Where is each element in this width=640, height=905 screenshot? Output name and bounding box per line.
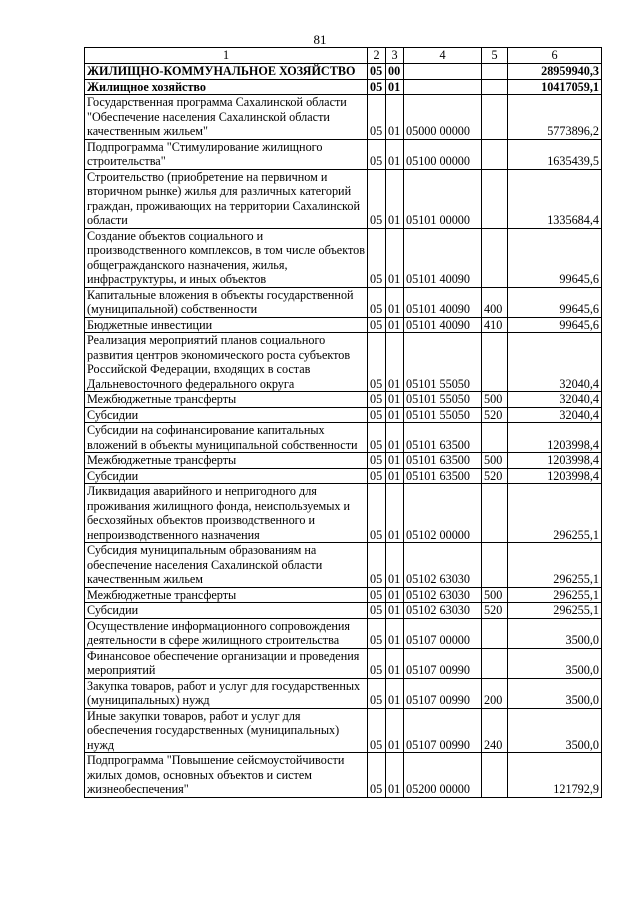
row-target-code: 05101 63500: [404, 468, 482, 484]
row-subsection: 01: [386, 618, 404, 648]
row-expense-type: [482, 139, 508, 169]
row-amount: 1203998,4: [508, 453, 602, 469]
row-expense-type: 240: [482, 708, 508, 753]
row-amount: 32040,4: [508, 333, 602, 392]
row-target-code: 05102 63030: [404, 603, 482, 619]
row-target-code: 05101 40090: [404, 317, 482, 333]
row-target-code: 05101 55050: [404, 392, 482, 408]
row-name: Межбюджетные трансферты: [85, 587, 368, 603]
row-subsection: 01: [386, 484, 404, 543]
row-target-code: 05107 00990: [404, 678, 482, 708]
row-amount: 296255,1: [508, 587, 602, 603]
row-amount: 1635439,5: [508, 139, 602, 169]
row-amount: 1203998,4: [508, 423, 602, 453]
row-amount: 3500,0: [508, 648, 602, 678]
row-amount: 3500,0: [508, 618, 602, 648]
table-row: [85, 407, 602, 423]
table-row: [85, 95, 602, 140]
row-section: 05: [368, 753, 386, 798]
table-row: [85, 392, 602, 408]
row-name: Субсидии на софинансирование капитальных вложений в объекты муниципальной собственности: [85, 423, 368, 453]
row-name: Субсидии: [85, 603, 368, 619]
row-amount: 32040,4: [508, 407, 602, 423]
row-section: 05: [368, 423, 386, 453]
row-name: Субсидии: [85, 407, 368, 423]
row-subsection: 01: [386, 678, 404, 708]
row-subsection: 01: [386, 139, 404, 169]
header-col-3: 3: [386, 48, 404, 64]
row-subsection: 01: [386, 228, 404, 287]
row-target-code: 05100 00000: [404, 139, 482, 169]
row-amount: 99645,6: [508, 287, 602, 317]
row-name: Субсидии: [85, 468, 368, 484]
row-expense-type: 400: [482, 287, 508, 317]
row-subsection: 01: [386, 407, 404, 423]
row-target-code: 05101 63500: [404, 453, 482, 469]
row-name: Иные закупки товаров, работ и услуг для обеспечения государственных (муниципальных) нужд: [85, 708, 368, 753]
row-section: 05: [368, 169, 386, 228]
row-amount: 3500,0: [508, 678, 602, 708]
table-row: [85, 79, 602, 95]
row-name: Капитальные вложения в объекты государственной (муниципальной) собственности: [85, 287, 368, 317]
row-target-code: 05101 00000: [404, 169, 482, 228]
row-amount: 99645,6: [508, 317, 602, 333]
row-expense-type: 520: [482, 407, 508, 423]
row-section: 05: [368, 678, 386, 708]
row-subsection: 01: [386, 169, 404, 228]
row-section: 05: [368, 453, 386, 469]
row-target-code: 05101 40090: [404, 287, 482, 317]
row-target-code: [404, 64, 482, 80]
table-row: [85, 228, 602, 287]
row-expense-type: [482, 228, 508, 287]
row-target-code: 05102 63030: [404, 543, 482, 588]
row-name: Ликвидация аварийного и непригодного для проживания жилищного фонда, неиспользуемых и бесхозяйных объектов производственного и непроизводственного назначения: [85, 484, 368, 543]
row-section: 05: [368, 317, 386, 333]
row-section: 05: [368, 603, 386, 619]
row-subsection: 01: [386, 79, 404, 95]
row-subsection: 01: [386, 392, 404, 408]
row-expense-type: 520: [482, 468, 508, 484]
table-header-row: [85, 48, 602, 64]
row-amount: 296255,1: [508, 543, 602, 588]
row-name: Закупка товаров, работ и услуг для государственных (муниципальных) нужд: [85, 678, 368, 708]
table-row: [85, 333, 602, 392]
table-row: [85, 603, 602, 619]
row-expense-type: 200: [482, 678, 508, 708]
row-name: Подпрограмма "Стимулирование жилищного строительства": [85, 139, 368, 169]
row-expense-type: 500: [482, 587, 508, 603]
row-target-code: 05101 63500: [404, 423, 482, 453]
header-col-6: 6: [508, 48, 602, 64]
row-expense-type: [482, 423, 508, 453]
budget-table: [84, 47, 602, 798]
row-amount: 1203998,4: [508, 468, 602, 484]
row-name: Осуществление информационного сопровождения деятельности в сфере жилищного строительства: [85, 618, 368, 648]
row-subsection: 01: [386, 603, 404, 619]
header-col-5: 5: [482, 48, 508, 64]
row-subsection: 01: [386, 95, 404, 140]
table-row: [85, 618, 602, 648]
row-section: 05: [368, 392, 386, 408]
row-subsection: 01: [386, 543, 404, 588]
row-section: 05: [368, 333, 386, 392]
row-amount: 32040,4: [508, 392, 602, 408]
table-row: [85, 678, 602, 708]
row-expense-type: [482, 484, 508, 543]
row-subsection: 01: [386, 587, 404, 603]
row-target-code: 05101 55050: [404, 407, 482, 423]
row-name: ЖИЛИЩНО-КОММУНАЛЬНОЕ ХОЗЯЙСТВО: [85, 64, 368, 80]
row-subsection: 01: [386, 287, 404, 317]
header-col-2: 2: [368, 48, 386, 64]
row-name: Финансовое обеспечение организации и проведения мероприятий: [85, 648, 368, 678]
row-section: 05: [368, 708, 386, 753]
row-subsection: 01: [386, 708, 404, 753]
row-name: Создание объектов социального и производственного комплексов, в том числе объектов общегражданского назначения, жилья, инфраструктуры, и иных объектов: [85, 228, 368, 287]
row-name: Жилищное хозяйство: [85, 79, 368, 95]
row-name: Подпрограмма "Повышение сейсмоустойчивости жилых домов, основных объектов и систем жизнеобеспечения": [85, 753, 368, 798]
row-subsection: 01: [386, 468, 404, 484]
row-amount: 121792,9: [508, 753, 602, 798]
row-section: 05: [368, 618, 386, 648]
row-expense-type: 500: [482, 453, 508, 469]
table-row: [85, 64, 602, 80]
row-section: 05: [368, 648, 386, 678]
row-target-code: 05101 55050: [404, 333, 482, 392]
row-section: 05: [368, 139, 386, 169]
row-name: Межбюджетные трансферты: [85, 453, 368, 469]
table-row: [85, 468, 602, 484]
row-expense-type: [482, 64, 508, 80]
row-subsection: 01: [386, 317, 404, 333]
row-subsection: 00: [386, 64, 404, 80]
row-amount: 5773896,2: [508, 95, 602, 140]
row-amount: 99645,6: [508, 228, 602, 287]
row-expense-type: [482, 648, 508, 678]
table-row: [85, 587, 602, 603]
row-target-code: [404, 79, 482, 95]
table-row: [85, 423, 602, 453]
row-target-code: 05102 00000: [404, 484, 482, 543]
row-section: 05: [368, 95, 386, 140]
row-amount: 296255,1: [508, 603, 602, 619]
row-target-code: 05101 40090: [404, 228, 482, 287]
row-section: 05: [368, 468, 386, 484]
row-expense-type: [482, 543, 508, 588]
row-target-code: 05200 00000: [404, 753, 482, 798]
header-col-4: 4: [404, 48, 482, 64]
row-subsection: 01: [386, 648, 404, 678]
row-amount: 10417059,1: [508, 79, 602, 95]
row-section: 05: [368, 587, 386, 603]
row-expense-type: 500: [482, 392, 508, 408]
row-section: 05: [368, 543, 386, 588]
row-target-code: 05107 00990: [404, 648, 482, 678]
row-name: Реализация мероприятий планов социального развития центров экономического роста субъектов Российской Федерации, входящих в состав Дальневосточного федерального округа: [85, 333, 368, 392]
row-name: Государственная программа Сахалинской области "Обеспечение населения Сахалинской области качественным жильем": [85, 95, 368, 140]
page-number: 81: [313, 32, 327, 47]
table-row: [85, 317, 602, 333]
row-subsection: 01: [386, 423, 404, 453]
row-expense-type: [482, 79, 508, 95]
header-col-1: 1: [85, 48, 368, 64]
table-row: [85, 453, 602, 469]
table-row: [85, 139, 602, 169]
row-section: 05: [368, 79, 386, 95]
row-expense-type: [482, 618, 508, 648]
row-subsection: 01: [386, 753, 404, 798]
row-target-code: 05107 00990: [404, 708, 482, 753]
row-expense-type: [482, 333, 508, 392]
table-row: [85, 708, 602, 753]
row-expense-type: [482, 169, 508, 228]
row-section: 05: [368, 287, 386, 317]
table-row: [85, 484, 602, 543]
table-row: [85, 169, 602, 228]
row-section: 05: [368, 64, 386, 80]
row-amount: 3500,0: [508, 708, 602, 753]
row-expense-type: [482, 95, 508, 140]
row-expense-type: [482, 753, 508, 798]
row-target-code: 05000 00000: [404, 95, 482, 140]
row-amount: 1335684,4: [508, 169, 602, 228]
row-section: 05: [368, 407, 386, 423]
table-row: [85, 648, 602, 678]
row-name: Межбюджетные трансферты: [85, 392, 368, 408]
row-expense-type: 410: [482, 317, 508, 333]
row-section: 05: [368, 228, 386, 287]
row-expense-type: 520: [482, 603, 508, 619]
table-row: [85, 543, 602, 588]
row-name: Строительство (приобретение на первичном и вторичном рынке) жилья для различных категорий граждан, проживающих на территории Сахалинской области: [85, 169, 368, 228]
row-target-code: 05107 00000: [404, 618, 482, 648]
row-name: Субсидия муниципальным образованиям на обеспечение населения Сахалинской области качественным жильем: [85, 543, 368, 588]
row-section: 05: [368, 484, 386, 543]
row-subsection: 01: [386, 333, 404, 392]
table-row: [85, 753, 602, 798]
row-subsection: 01: [386, 453, 404, 469]
row-target-code: 05102 63030: [404, 587, 482, 603]
row-amount: 296255,1: [508, 484, 602, 543]
row-name: Бюджетные инвестиции: [85, 317, 368, 333]
table-row: [85, 287, 602, 317]
row-amount: 28959940,3: [508, 64, 602, 80]
